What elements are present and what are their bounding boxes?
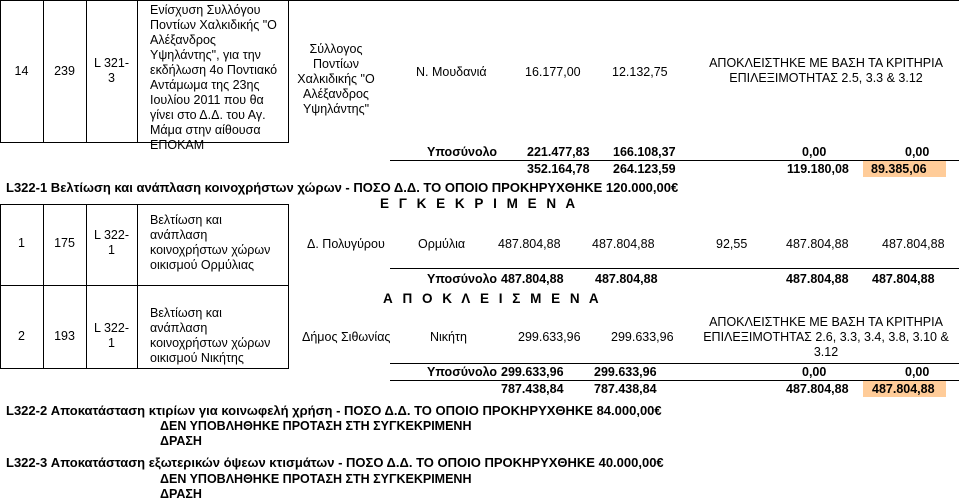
tot2-c: 487.804,88	[786, 382, 849, 396]
sub3-c: 0,00	[802, 365, 827, 379]
tot1-b: 264.123,59	[613, 162, 676, 176]
tot2-d: 487.804,88	[872, 382, 935, 396]
sub3-a: 299.633,96	[501, 365, 564, 379]
row2-code: 193	[54, 329, 75, 343]
rule	[137, 0, 138, 142]
subtotal-label: Υποσύνολο	[427, 272, 498, 286]
rule	[390, 363, 959, 364]
row2-title: Βελτίωση και ανάπλαση κοινοχρήστων χώρων οικισμού Νικήτης	[150, 306, 271, 365]
rule	[137, 204, 138, 368]
no-proposal-note: ΔΕΝ ΥΠΟΒΛΗΘΗΚΕ ΠΡΟΤΑΣΗ ΣΤΗ ΣΥΓΚΕΚΡΙΜΕΝΗ ΔΡΑΣΗ	[160, 419, 472, 448]
row14-no: 14	[14, 64, 29, 78]
sub1-c: 0,00	[802, 145, 827, 159]
rule	[43, 204, 44, 368]
sub2-b: 487.804,88	[595, 272, 658, 286]
row1-no: 1	[18, 236, 25, 250]
sub3-d: 0,00	[905, 365, 930, 379]
section-title-l322-3: L322-3 Αποκατάσταση εξωτερικών όψεων κτισμάτων - ΠΟΣΟ Δ.Δ. ΤΟ ΟΠΟΙΟ ΠΡΟΚΗΡΥΧΘΗΚΕ 40.000,00€	[6, 455, 664, 470]
row14-lot: L 321- 3	[94, 56, 129, 85]
row14-remark: ΑΠΟΚΛΕΙΣΤΗΚΕ ΜΕ ΒΑΣΗ ΤΑ ΚΡΙΤΗΡΙΑ ΕΠΙΛΕΞΙΜΟΤΗΤΑΣ 2.5, 3.3 & 3.12	[709, 56, 943, 85]
row1-a2: 487.804,88	[592, 237, 655, 251]
sub1-a: 221.477,83	[527, 145, 590, 159]
sub2-c: 487.804,88	[786, 272, 849, 286]
row14-amount1: 16.177,00	[525, 65, 581, 79]
row2-a2: 299.633,96	[611, 330, 674, 344]
row2-lot: L 322- 1	[94, 321, 129, 350]
sub1-d: 0,00	[905, 145, 930, 159]
rule	[0, 368, 289, 369]
tot2-b: 787.438,84	[594, 382, 657, 396]
row14-code: 239	[54, 64, 75, 78]
row1-location: Ορμύλια	[418, 237, 466, 251]
subtotal-label: Υποσύνολο	[427, 145, 498, 159]
row1-title: Βελτίωση και ανάπλαση κοινοχρήστων χώρων οικισμού Ορμύλιας	[150, 213, 271, 272]
rule	[390, 268, 959, 269]
tot1-c: 119.180,08	[787, 162, 849, 176]
tot1-d: 89.385,06	[871, 162, 927, 176]
row2-location: Νικήτη	[430, 330, 467, 344]
row1-a4: 487.804,88	[882, 237, 945, 251]
sub2-a: 487.804,88	[501, 272, 564, 286]
rule	[0, 204, 1, 368]
accepted-label: Ε Γ Κ Ε Κ Ρ Ι Μ Ε Ν Α	[380, 196, 579, 211]
tot1-a: 352.164,78	[527, 162, 590, 176]
tot2-a: 787.438,84	[501, 382, 564, 396]
rejected-label: Α Π Ο Κ Λ Ε Ι Σ Μ Ε Ν Α	[383, 291, 602, 306]
sub3-b: 299.633,96	[594, 365, 657, 379]
rule	[390, 160, 959, 161]
rule	[0, 0, 959, 1]
row1-beneficiary: Δ. Πολυγύρου	[307, 237, 385, 251]
rule	[390, 380, 959, 381]
row1-a3: 487.804,88	[786, 237, 849, 251]
row14-title: Ενίσχυση Συλλόγου Ποντίων Χαλκιδικής "Ο Αλέξανδρος Υψηλάντης", για την εκδήλωση 4ο Ποντιακό Αντάμωμα της 23ης Ιουλίου 2011 που θα γίνει στο Δ.Δ. του Αγ. Μάμα στην αίθουσα ΕΠΟΚΑΜ	[150, 3, 278, 152]
no-proposal-note: ΔΕΝ ΥΠΟΒΛΗΘΗΚΕ ΠΡΟΤΑΣΗ ΣΤΗ ΣΥΓΚΕΚΡΙΜΕΝΗ ΔΡΑΣΗ	[160, 472, 472, 501]
row14-beneficiary: Σύλλογος Ποντίων Χαλκιδικής "Ο Αλέξανδρος Υψηλάντης"	[297, 42, 375, 116]
subtotal-label: Υποσύνολο	[427, 365, 498, 379]
section-title-l322-2: L322-2 Αποκατάσταση κτιρίων για κοινωφελή χρήση - ΠΟΣΟ Δ.Δ. ΤΟ ΟΠΟΙΟ ΠΡΟΚΗΡΥΧΘΗΚΕ 84.000,00€	[6, 403, 662, 418]
row1-lot: L 322- 1	[94, 228, 129, 257]
sub1-b: 166.108,37	[613, 145, 676, 159]
row14-location: Ν. Μουδανιά	[416, 65, 487, 79]
sub2-d: 487.804,88	[872, 272, 935, 286]
row1-score: 92,55	[716, 237, 748, 251]
row2-remark: ΑΠΟΚΛΕΙΣΤΗΚΕ ΜΕ ΒΑΣΗ ΤΑ ΚΡΙΤΗΡΙΑ ΕΠΙΛΕΞΙΜΟΤΗΤΑΣ 2.6, 3.3, 3.4, 3.8, 3.10 & 3.12	[703, 315, 949, 359]
section-title-l322-1: L322-1 Βελτίωση και ανάπλαση κοινοχρήστων χώρων - ΠΟΣΟ Δ.Δ. ΤΟ ΟΠΟΙΟ ΠΡΟΚΗΡΥΧΘΗΚΕ 120.000,00€	[6, 180, 679, 195]
rule	[288, 204, 289, 368]
row1-code: 175	[54, 236, 75, 250]
rule	[0, 285, 289, 286]
row1-a1: 487.804,88	[498, 237, 561, 251]
row2-a1: 299.633,96	[518, 330, 581, 344]
row14-amount2: 12.132,75	[612, 65, 668, 79]
row2-beneficiary: Δήμος Σιθωνίας	[302, 330, 391, 344]
row2-no: 2	[18, 329, 25, 343]
